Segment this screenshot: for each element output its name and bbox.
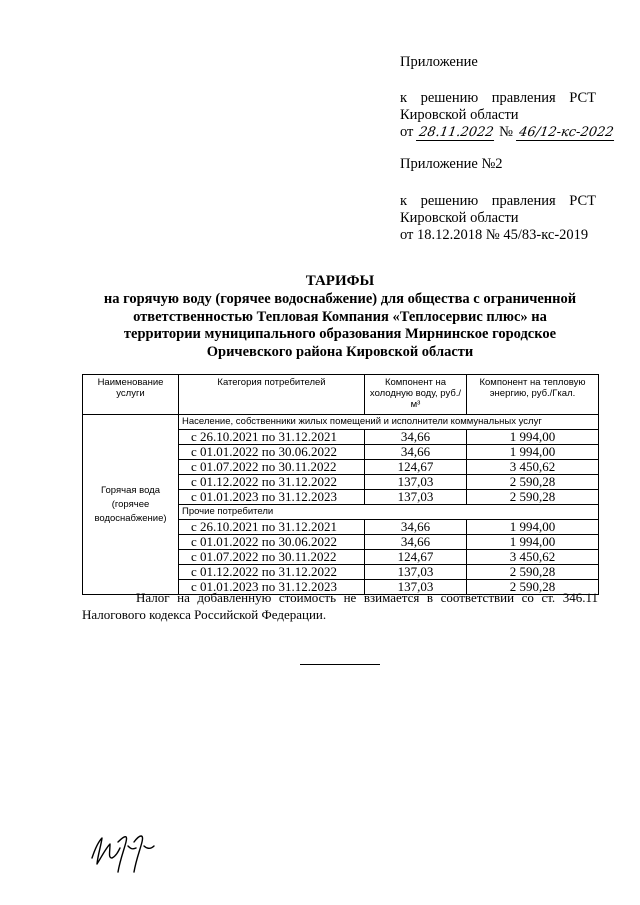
vat-note: Налог на добавленную стоимость не взимается в соответствии со ст. 346.11 Налогового кодекса Российской Федерации. [82, 590, 598, 622]
heat-cell: 1 994,00 [467, 520, 599, 535]
tariffs-table [82, 374, 599, 595]
document-title: ТАРИФЫ [305, 273, 375, 289]
appendix2-line1 [400, 193, 596, 210]
cold-cell: 34,66 [365, 520, 467, 535]
header-category: Категория потребителей [179, 375, 365, 415]
heat-cell: 1 994,00 [467, 535, 599, 550]
cold-cell: 137,03 [365, 490, 467, 505]
cold-cell: 137,03 [365, 565, 467, 580]
document-subtitle [60, 291, 620, 361]
period-cell: с 01.01.2023 по 31.12.2023 [179, 580, 365, 595]
number-sign: № [499, 124, 513, 140]
appendix2-title: Приложение №2 [400, 156, 503, 172]
cold-cell: 34,66 [365, 445, 467, 460]
signature-icon [88, 828, 160, 876]
heat-cell: 1 994,00 [467, 430, 599, 445]
subtitle-line: территории муниципального образования Мирнинское городское [123, 326, 557, 342]
period-cell: с 01.01.2022 по 30.06.2022 [179, 535, 365, 550]
period-cell: с 01.12.2022 по 31.12.2022 [179, 565, 365, 580]
word: решению [420, 193, 479, 209]
word: РСТ [569, 193, 596, 209]
word: к [400, 193, 408, 209]
appendix1-line1 [400, 90, 596, 107]
heat-cell: 2 590,28 [467, 490, 599, 505]
category-label: Население, собственники жилых помещений и исполнители коммунальных услуг [179, 415, 599, 430]
appendix1-line2: Кировской области [400, 107, 519, 123]
heat-cell: 2 590,28 [467, 580, 599, 595]
period-cell: с 26.10.2021 по 31.12.2021 [179, 520, 365, 535]
period-cell: с 01.01.2023 по 31.12.2023 [179, 490, 365, 505]
word: к [400, 90, 408, 106]
period-cell: с 01.01.2022 по 30.06.2022 [179, 445, 365, 460]
period-cell: с 01.12.2022 по 31.12.2022 [179, 475, 365, 490]
word: правления [491, 90, 556, 106]
period-cell: с 26.10.2021 по 31.12.2021 [179, 430, 365, 445]
subtitle-line: на горячую воду (горячее водоснабжение) для общества с ограниченной [103, 291, 577, 307]
cold-cell: 137,03 [365, 580, 467, 595]
heat-cell: 3 450,62 [467, 550, 599, 565]
cold-cell: 124,67 [365, 460, 467, 475]
header-service: Наименование услуги [83, 375, 179, 415]
service-name-cell: Горячая вода (горячее водоснабжение) [83, 415, 179, 595]
subtitle-line: Оричевского района Кировской области [206, 343, 474, 360]
subtitle-line: ответственностью Тепловая Компания «Теплосервис плюс» на [133, 308, 547, 325]
word: правления [491, 193, 556, 209]
table-header-row [83, 375, 599, 415]
appendix2-line3: от 18.12.2018 № 45/83-кс-2019 [400, 227, 589, 243]
cold-cell: 34,66 [365, 430, 467, 445]
heat-cell: 3 450,62 [467, 460, 599, 475]
appendix1-block [400, 54, 615, 141]
category-label: Прочие потребители [179, 505, 599, 520]
appendix2-block [400, 156, 596, 244]
word: РСТ [569, 90, 596, 106]
cold-cell: 124,67 [365, 550, 467, 565]
appendix1-title: Приложение [400, 54, 478, 70]
period-cell: с 01.07.2022 по 30.11.2022 [179, 460, 365, 475]
header-heat: Компонент на тепловую энергию, руб./Гкал. [467, 375, 599, 415]
appendix1-date-line [400, 124, 615, 141]
heat-cell: 2 590,28 [467, 475, 599, 490]
word: решению [420, 90, 479, 106]
category-row [83, 415, 599, 430]
heat-cell: 1 994,00 [467, 445, 599, 460]
period-cell: с 01.07.2022 по 30.11.2022 [179, 550, 365, 565]
cold-cell: 34,66 [365, 535, 467, 550]
appendix2-line2: Кировской области [400, 210, 519, 226]
handwritten-number: 46/12-кс-2022 [516, 126, 616, 141]
header-cold-water: Компонент на холодную воду, руб./м³ [365, 375, 467, 415]
date-prefix: от [400, 124, 414, 140]
divider-line [300, 664, 380, 665]
cold-cell: 137,03 [365, 475, 467, 490]
handwritten-date: 28.11.2022 [416, 126, 497, 141]
heat-cell: 2 590,28 [467, 565, 599, 580]
